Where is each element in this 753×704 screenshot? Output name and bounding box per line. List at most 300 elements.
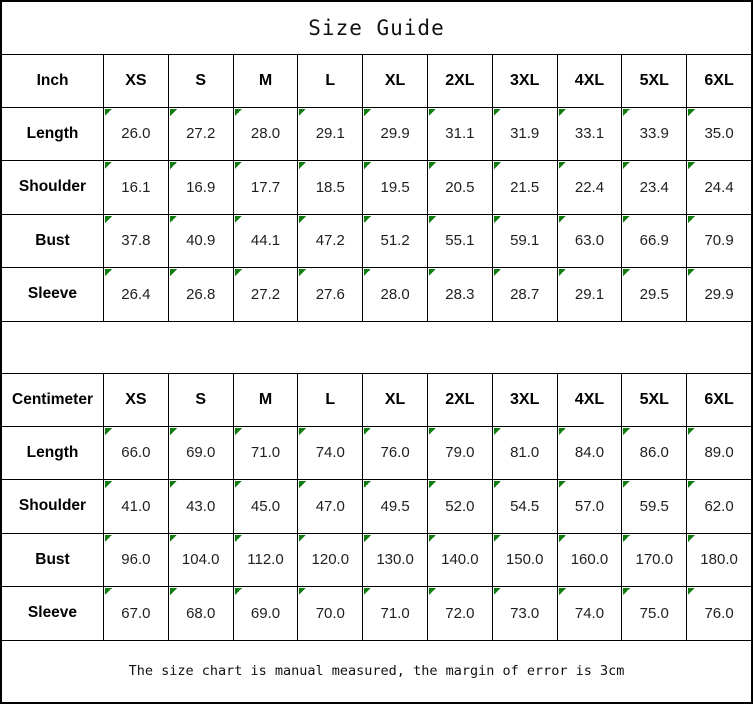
text-format-indicator-icon bbox=[299, 588, 306, 595]
measurement-label-cell-text: Bust bbox=[35, 550, 70, 568]
size-header-cell-text: 4XL bbox=[574, 71, 605, 89]
size-header-cell bbox=[298, 55, 363, 107]
size-header-cell bbox=[234, 374, 299, 426]
value-cell bbox=[363, 108, 428, 161]
value-cell bbox=[234, 480, 299, 533]
measurement-label-cell bbox=[2, 161, 104, 214]
value-cell bbox=[298, 161, 363, 214]
measurement-label-cell-text: Length bbox=[26, 124, 79, 142]
value-cell bbox=[687, 534, 751, 587]
size-header-cell bbox=[428, 55, 493, 107]
text-format-indicator-icon bbox=[429, 109, 436, 116]
size-header-cell-text: L bbox=[325, 71, 336, 89]
size-header-cell-text: 2XL bbox=[445, 71, 475, 89]
size-header-cell bbox=[363, 374, 428, 426]
value-cell bbox=[234, 268, 299, 321]
unit-label-cell bbox=[2, 374, 104, 426]
value-cell bbox=[428, 108, 493, 161]
value-cell-text: 68.0 bbox=[186, 604, 216, 622]
value-cell-text: 19.5 bbox=[380, 178, 410, 196]
value-cell-text: 51.2 bbox=[380, 232, 410, 250]
value-cell-text: 40.9 bbox=[186, 232, 216, 250]
unit-label-cell-text: Inch bbox=[36, 71, 69, 89]
text-format-indicator-icon bbox=[235, 481, 242, 488]
size-header-cell bbox=[493, 374, 558, 426]
size-header-cell-text: XL bbox=[384, 71, 406, 89]
value-cell-text: 74.0 bbox=[315, 444, 345, 462]
size-header-cell bbox=[428, 374, 493, 426]
size-header-cell-text: 5XL bbox=[639, 390, 669, 408]
text-format-indicator-icon bbox=[105, 588, 112, 595]
value-cell bbox=[169, 587, 234, 640]
size-header-cell bbox=[622, 55, 687, 107]
measurement-row-length bbox=[2, 427, 751, 481]
text-format-indicator-icon bbox=[105, 535, 112, 542]
value-cell bbox=[169, 108, 234, 161]
value-cell-text: 49.5 bbox=[380, 497, 410, 515]
value-cell bbox=[558, 480, 623, 533]
text-format-indicator-icon bbox=[170, 109, 177, 116]
value-cell bbox=[428, 215, 493, 268]
value-cell bbox=[169, 268, 234, 321]
value-cell bbox=[298, 427, 363, 480]
value-cell bbox=[104, 534, 169, 587]
value-cell-text: 16.9 bbox=[186, 178, 216, 196]
value-cell-text: 74.0 bbox=[574, 604, 605, 622]
value-cell bbox=[234, 587, 299, 640]
value-cell bbox=[687, 108, 751, 161]
value-cell-text: 27.6 bbox=[315, 285, 345, 303]
value-cell-text: 23.4 bbox=[639, 178, 669, 196]
size-header-cell-text: S bbox=[195, 71, 207, 89]
size-header-cell-text: M bbox=[258, 390, 273, 408]
value-cell bbox=[428, 587, 493, 640]
value-cell-text: 35.0 bbox=[704, 125, 734, 143]
text-format-indicator-icon bbox=[364, 481, 371, 488]
value-cell-text: 112.0 bbox=[247, 551, 284, 569]
value-cell-text: 29.1 bbox=[315, 125, 345, 143]
size-header-cell-text: 6XL bbox=[704, 390, 734, 408]
unit-label-cell bbox=[2, 55, 104, 107]
text-format-indicator-icon bbox=[105, 162, 112, 169]
size-header-cell-text: M bbox=[258, 71, 273, 89]
value-cell bbox=[169, 215, 234, 268]
text-format-indicator-icon bbox=[688, 535, 695, 542]
text-format-indicator-icon bbox=[299, 162, 306, 169]
measurement-row-sleeve bbox=[2, 268, 751, 322]
text-format-indicator-icon bbox=[494, 588, 501, 595]
value-cell-text: 21.5 bbox=[510, 178, 540, 196]
value-cell bbox=[298, 534, 363, 587]
text-format-indicator-icon bbox=[105, 428, 112, 435]
value-cell-text: 20.5 bbox=[445, 178, 475, 196]
value-cell-text: 62.0 bbox=[704, 497, 734, 515]
value-cell bbox=[687, 161, 751, 214]
value-cell bbox=[428, 161, 493, 214]
value-cell-text: 18.5 bbox=[315, 178, 345, 196]
value-cell-text: 72.0 bbox=[445, 604, 475, 622]
value-cell bbox=[558, 108, 623, 161]
text-format-indicator-icon bbox=[623, 535, 630, 542]
text-format-indicator-icon bbox=[364, 535, 371, 542]
value-cell-text: 28.3 bbox=[445, 285, 475, 303]
text-format-indicator-icon bbox=[299, 109, 306, 116]
text-format-indicator-icon bbox=[105, 109, 112, 116]
text-format-indicator-icon bbox=[429, 216, 436, 223]
text-format-indicator-icon bbox=[559, 162, 566, 169]
text-format-indicator-icon bbox=[235, 269, 242, 276]
value-cell-text: 69.0 bbox=[250, 604, 281, 622]
measurement-label-cell-text: Length bbox=[26, 443, 79, 461]
value-cell-text: 29.5 bbox=[639, 285, 669, 303]
text-format-indicator-icon bbox=[429, 162, 436, 169]
size-header-cell bbox=[687, 55, 751, 107]
size-header-cell-text: 4XL bbox=[574, 390, 605, 408]
value-cell-text: 17.7 bbox=[250, 178, 281, 196]
value-cell-text: 55.1 bbox=[445, 232, 475, 250]
text-format-indicator-icon bbox=[170, 588, 177, 595]
measurement-label-cell-text: Sleeve bbox=[27, 604, 78, 622]
text-format-indicator-icon bbox=[235, 109, 242, 116]
text-format-indicator-icon bbox=[429, 428, 436, 435]
value-cell-text: 79.0 bbox=[445, 444, 475, 462]
size-header-cell bbox=[622, 374, 687, 426]
size-table-inch bbox=[2, 55, 751, 322]
value-cell-text: 28.0 bbox=[250, 125, 281, 143]
value-cell bbox=[687, 215, 751, 268]
text-format-indicator-icon bbox=[170, 428, 177, 435]
text-format-indicator-icon bbox=[559, 428, 566, 435]
size-header-cell bbox=[298, 374, 363, 426]
value-cell bbox=[169, 480, 234, 533]
value-cell bbox=[493, 534, 558, 587]
value-cell-text: 70.9 bbox=[704, 232, 734, 250]
text-format-indicator-icon bbox=[559, 269, 566, 276]
value-cell bbox=[622, 215, 687, 268]
value-cell-text: 57.0 bbox=[574, 497, 605, 515]
value-cell-text: 33.9 bbox=[639, 125, 669, 143]
value-cell bbox=[622, 480, 687, 533]
value-cell bbox=[104, 480, 169, 533]
text-format-indicator-icon bbox=[364, 588, 371, 595]
text-format-indicator-icon bbox=[170, 162, 177, 169]
value-cell bbox=[493, 268, 558, 321]
value-cell-text: 28.0 bbox=[380, 285, 410, 303]
text-format-indicator-icon bbox=[559, 535, 566, 542]
text-format-indicator-icon bbox=[299, 535, 306, 542]
text-format-indicator-icon bbox=[494, 109, 501, 116]
value-cell-text: 27.2 bbox=[250, 285, 281, 303]
value-cell bbox=[687, 268, 751, 321]
value-cell-text: 24.4 bbox=[704, 178, 734, 196]
size-header-cell-text: XS bbox=[125, 390, 147, 408]
value-cell bbox=[558, 534, 623, 587]
text-format-indicator-icon bbox=[623, 481, 630, 488]
text-format-indicator-icon bbox=[623, 162, 630, 169]
value-cell bbox=[169, 427, 234, 480]
value-cell-text: 28.7 bbox=[510, 285, 540, 303]
measurement-label-cell bbox=[2, 587, 104, 640]
text-format-indicator-icon bbox=[170, 216, 177, 223]
measurement-row-bust bbox=[2, 534, 751, 588]
text-format-indicator-icon bbox=[235, 428, 242, 435]
value-cell-text: 29.1 bbox=[574, 285, 605, 303]
text-format-indicator-icon bbox=[559, 588, 566, 595]
value-cell bbox=[298, 215, 363, 268]
size-header-cell-text: XL bbox=[384, 390, 406, 408]
value-cell-text: 76.0 bbox=[704, 604, 734, 622]
value-cell bbox=[428, 480, 493, 533]
value-cell-text: 44.1 bbox=[250, 232, 281, 250]
text-format-indicator-icon bbox=[494, 428, 501, 435]
table-gap bbox=[2, 322, 751, 375]
value-cell bbox=[363, 587, 428, 640]
size-header-cell bbox=[104, 374, 169, 426]
unit-label-cell-text: Centimeter bbox=[12, 390, 93, 408]
value-cell-text: 89.0 bbox=[704, 444, 734, 462]
value-cell-text: 31.9 bbox=[510, 125, 540, 143]
measurement-label-cell-text: Shoulder bbox=[18, 497, 87, 515]
value-cell bbox=[687, 587, 751, 640]
value-cell-text: 76.0 bbox=[380, 444, 410, 462]
size-header-cell-text: S bbox=[195, 390, 207, 408]
text-format-indicator-icon bbox=[623, 109, 630, 116]
value-cell bbox=[298, 268, 363, 321]
measurement-label-cell-text: Shoulder bbox=[18, 178, 87, 196]
value-cell bbox=[493, 480, 558, 533]
value-cell bbox=[493, 161, 558, 214]
text-format-indicator-icon bbox=[429, 535, 436, 542]
text-format-indicator-icon bbox=[235, 216, 242, 223]
measurement-row-sleeve bbox=[2, 587, 751, 641]
value-cell-text: 45.0 bbox=[250, 497, 281, 515]
size-header-cell bbox=[558, 55, 623, 107]
page-title: Size Guide bbox=[2, 2, 751, 55]
value-cell-text: 29.9 bbox=[704, 285, 734, 303]
value-cell-text: 41.0 bbox=[121, 497, 151, 515]
text-format-indicator-icon bbox=[105, 216, 112, 223]
value-cell bbox=[298, 108, 363, 161]
text-format-indicator-icon bbox=[688, 162, 695, 169]
size-header-cell bbox=[493, 55, 558, 107]
text-format-indicator-icon bbox=[364, 162, 371, 169]
text-format-indicator-icon bbox=[364, 269, 371, 276]
value-cell-text: 16.1 bbox=[121, 178, 151, 196]
value-cell bbox=[558, 427, 623, 480]
value-cell bbox=[493, 215, 558, 268]
header-row bbox=[2, 55, 751, 108]
text-format-indicator-icon bbox=[559, 216, 566, 223]
measurement-label-cell bbox=[2, 534, 104, 587]
value-cell-text: 43.0 bbox=[186, 497, 216, 515]
value-cell-text: 27.2 bbox=[186, 125, 216, 143]
text-format-indicator-icon bbox=[364, 216, 371, 223]
text-format-indicator-icon bbox=[623, 216, 630, 223]
value-cell-text: 26.0 bbox=[121, 125, 151, 143]
measurement-label-cell-text: Bust bbox=[35, 231, 70, 249]
size-header-cell-text: L bbox=[325, 390, 336, 408]
value-cell bbox=[558, 268, 623, 321]
value-cell bbox=[104, 215, 169, 268]
value-cell bbox=[363, 534, 428, 587]
text-format-indicator-icon bbox=[299, 216, 306, 223]
value-cell bbox=[622, 161, 687, 214]
value-cell bbox=[428, 427, 493, 480]
value-cell-text: 69.0 bbox=[186, 444, 216, 462]
measurement-row-length bbox=[2, 108, 751, 162]
value-cell-text: 59.1 bbox=[510, 232, 540, 250]
value-cell-text: 54.5 bbox=[510, 497, 540, 515]
size-header-cell-text: XS bbox=[125, 71, 147, 89]
text-format-indicator-icon bbox=[170, 535, 177, 542]
text-format-indicator-icon bbox=[299, 481, 306, 488]
size-header-cell bbox=[169, 55, 234, 107]
size-header-cell bbox=[169, 374, 234, 426]
value-cell-text: 84.0 bbox=[574, 444, 605, 462]
text-format-indicator-icon bbox=[105, 269, 112, 276]
text-format-indicator-icon bbox=[299, 428, 306, 435]
measurement-label-cell bbox=[2, 268, 104, 321]
text-format-indicator-icon bbox=[494, 216, 501, 223]
value-cell bbox=[363, 161, 428, 214]
text-format-indicator-icon bbox=[623, 588, 630, 595]
value-cell-text: 104.0 bbox=[181, 551, 220, 569]
text-format-indicator-icon bbox=[494, 535, 501, 542]
value-cell bbox=[234, 215, 299, 268]
value-cell-text: 170.0 bbox=[635, 551, 674, 569]
value-cell-text: 63.0 bbox=[574, 232, 605, 250]
value-cell-text: 31.1 bbox=[445, 125, 475, 143]
size-header-cell bbox=[363, 55, 428, 107]
size-header-cell bbox=[558, 374, 623, 426]
value-cell bbox=[104, 108, 169, 161]
value-cell bbox=[558, 215, 623, 268]
value-cell-text: 70.0 bbox=[315, 604, 345, 622]
measurement-row-bust bbox=[2, 215, 751, 269]
value-cell-text: 22.4 bbox=[574, 178, 605, 196]
value-cell bbox=[234, 161, 299, 214]
value-cell-text: 96.0 bbox=[121, 551, 151, 569]
value-cell bbox=[169, 161, 234, 214]
value-cell-text: 26.8 bbox=[186, 285, 216, 303]
value-cell-text: 150.0 bbox=[505, 551, 544, 569]
value-cell-text: 71.0 bbox=[380, 604, 410, 622]
value-cell bbox=[428, 268, 493, 321]
value-cell-text: 75.0 bbox=[639, 604, 669, 622]
value-cell bbox=[104, 427, 169, 480]
value-cell-text: 71.0 bbox=[250, 444, 281, 462]
value-cell-text: 66.0 bbox=[121, 444, 151, 462]
value-cell bbox=[493, 427, 558, 480]
value-cell bbox=[234, 427, 299, 480]
value-cell bbox=[622, 534, 687, 587]
measurement-row-shoulder bbox=[2, 161, 751, 215]
text-format-indicator-icon bbox=[494, 269, 501, 276]
size-header-cell-text: 3XL bbox=[510, 390, 540, 408]
value-cell-text: 66.9 bbox=[639, 232, 669, 250]
size-header-cell bbox=[104, 55, 169, 107]
size-header-cell bbox=[234, 55, 299, 107]
text-format-indicator-icon bbox=[235, 588, 242, 595]
header-row bbox=[2, 374, 751, 427]
text-format-indicator-icon bbox=[170, 481, 177, 488]
value-cell bbox=[104, 268, 169, 321]
value-cell bbox=[558, 161, 623, 214]
text-format-indicator-icon bbox=[429, 481, 436, 488]
size-header-cell bbox=[687, 374, 751, 426]
value-cell-text: 180.0 bbox=[700, 551, 738, 569]
value-cell-text: 47.0 bbox=[315, 497, 345, 515]
size-table-centimeter bbox=[2, 374, 751, 641]
text-format-indicator-icon bbox=[688, 481, 695, 488]
value-cell-text: 47.2 bbox=[315, 232, 345, 250]
text-format-indicator-icon bbox=[235, 535, 242, 542]
size-header-cell-text: 5XL bbox=[639, 71, 669, 89]
value-cell-text: 81.0 bbox=[510, 444, 540, 462]
measurement-label-cell bbox=[2, 480, 104, 533]
measurement-label-cell bbox=[2, 108, 104, 161]
value-cell bbox=[298, 587, 363, 640]
value-cell-text: 26.4 bbox=[121, 285, 151, 303]
text-format-indicator-icon bbox=[688, 428, 695, 435]
text-format-indicator-icon bbox=[494, 162, 501, 169]
value-cell bbox=[428, 534, 493, 587]
value-cell-text: 52.0 bbox=[445, 497, 475, 515]
text-format-indicator-icon bbox=[494, 481, 501, 488]
text-format-indicator-icon bbox=[559, 481, 566, 488]
value-cell-text: 120.0 bbox=[311, 551, 350, 569]
value-cell-text: 73.0 bbox=[510, 604, 540, 622]
text-format-indicator-icon bbox=[623, 428, 630, 435]
value-cell-text: 33.1 bbox=[574, 125, 605, 143]
value-cell bbox=[687, 427, 751, 480]
text-format-indicator-icon bbox=[299, 269, 306, 276]
value-cell bbox=[234, 534, 299, 587]
text-format-indicator-icon bbox=[170, 269, 177, 276]
value-cell bbox=[363, 215, 428, 268]
value-cell-text: 86.0 bbox=[639, 444, 669, 462]
value-cell-text: 37.8 bbox=[121, 232, 151, 250]
text-format-indicator-icon bbox=[559, 109, 566, 116]
value-cell bbox=[493, 108, 558, 161]
text-format-indicator-icon bbox=[623, 269, 630, 276]
measurement-label-cell bbox=[2, 215, 104, 268]
value-cell-text: 59.5 bbox=[639, 497, 669, 515]
footer-note: The size chart is manual measured, the margin of error is 3cm bbox=[128, 663, 625, 680]
value-cell bbox=[104, 161, 169, 214]
value-cell bbox=[622, 587, 687, 640]
text-format-indicator-icon bbox=[688, 269, 695, 276]
value-cell bbox=[687, 480, 751, 533]
value-cell-text: 67.0 bbox=[121, 604, 151, 622]
measurement-label-cell-text: Sleeve bbox=[27, 285, 78, 303]
text-format-indicator-icon bbox=[429, 588, 436, 595]
value-cell bbox=[622, 108, 687, 161]
value-cell bbox=[363, 480, 428, 533]
value-cell bbox=[558, 587, 623, 640]
value-cell-text: 140.0 bbox=[441, 551, 479, 569]
value-cell bbox=[622, 427, 687, 480]
value-cell bbox=[169, 534, 234, 587]
text-format-indicator-icon bbox=[235, 162, 242, 169]
value-cell bbox=[234, 108, 299, 161]
text-format-indicator-icon bbox=[364, 428, 371, 435]
text-format-indicator-icon bbox=[688, 216, 695, 223]
text-format-indicator-icon bbox=[105, 481, 112, 488]
value-cell bbox=[298, 480, 363, 533]
value-cell bbox=[363, 427, 428, 480]
text-format-indicator-icon bbox=[429, 269, 436, 276]
